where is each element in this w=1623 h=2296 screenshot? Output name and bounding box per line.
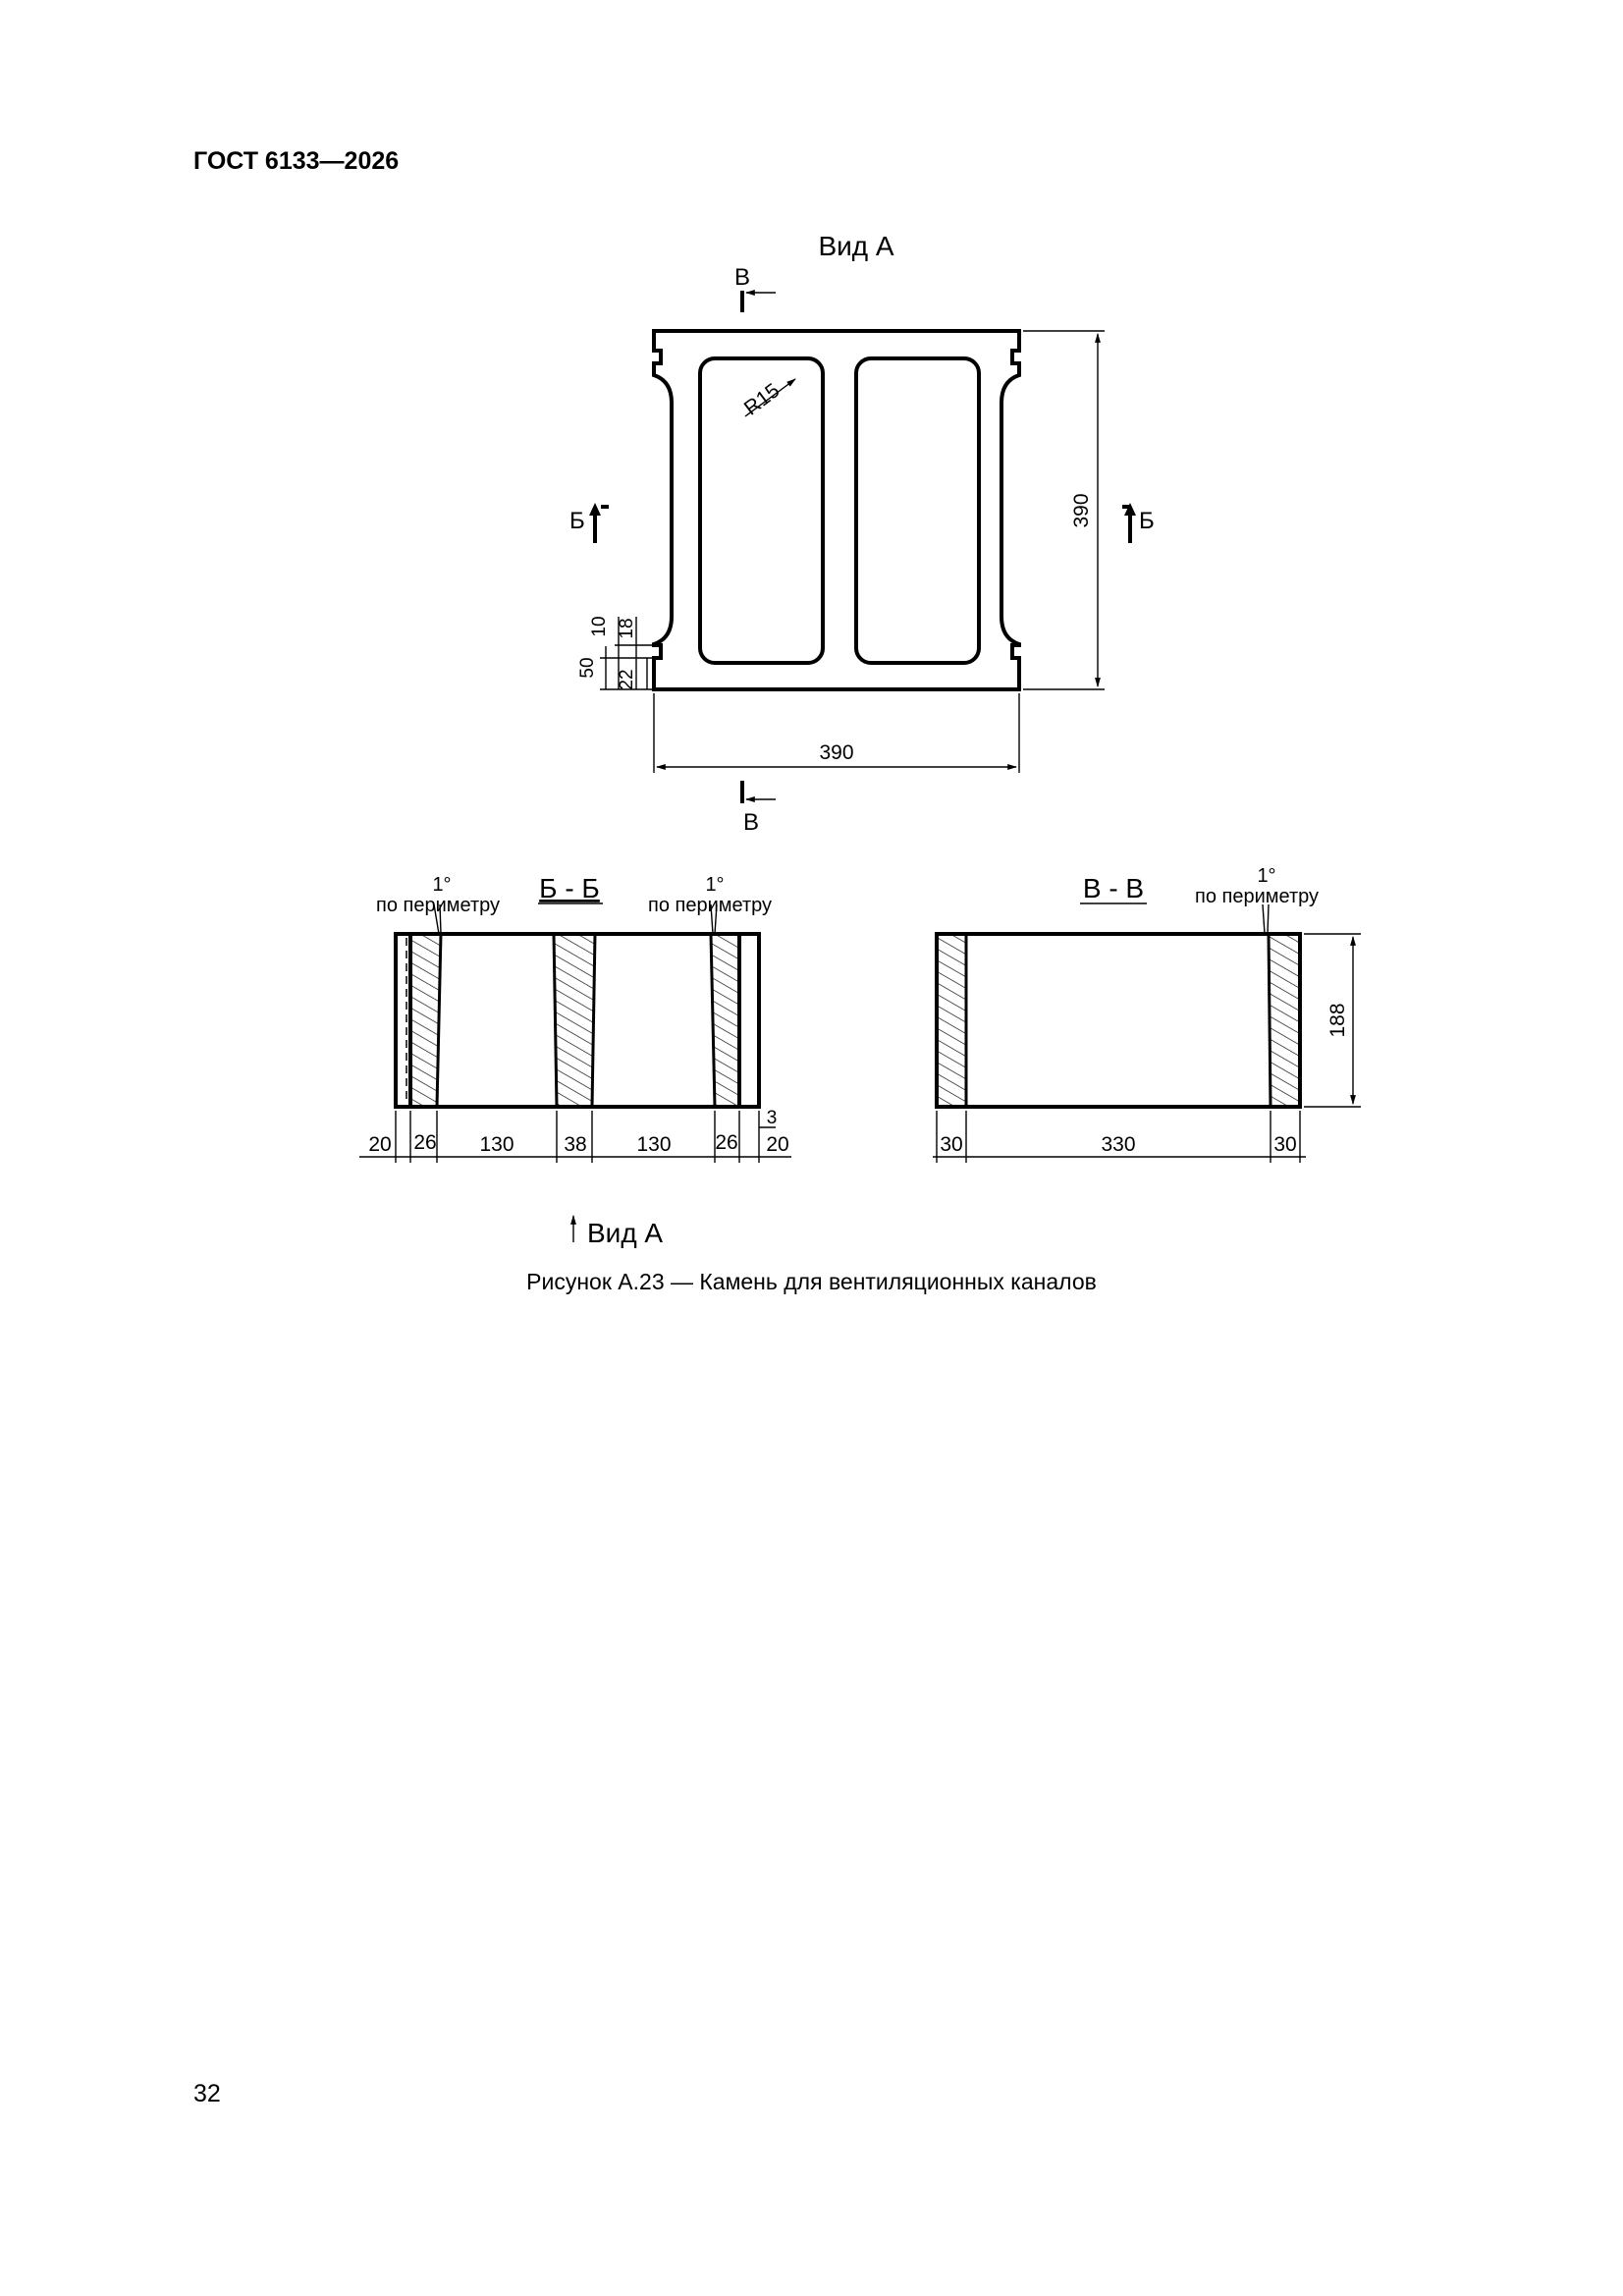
dim-50: 50 xyxy=(577,657,598,679)
document-header: ГОСТ 6133—2026 xyxy=(193,147,400,175)
section-vv-wall-right xyxy=(1269,934,1300,1107)
section-bb xyxy=(359,873,791,1248)
section-vv-angle: 1° xyxy=(1257,865,1276,887)
section-bb-web-right xyxy=(711,934,739,1107)
section-bb-title: Б - Б xyxy=(539,873,600,903)
radius-label: R15 xyxy=(739,379,784,420)
section-bb-angle-left: 1° xyxy=(432,874,452,896)
section-vv xyxy=(933,865,1361,1163)
section-bb-dim-6: 26 xyxy=(715,1131,738,1154)
view-a xyxy=(569,231,1155,836)
section-bb-dim-1: 20 xyxy=(368,1133,392,1156)
view-a-title: Вид А xyxy=(818,231,894,261)
section-bb-dim-7: 20 xyxy=(766,1133,789,1156)
section-v-label-bottom: В xyxy=(742,809,760,836)
section-bb-dim-5: 130 xyxy=(636,1133,672,1156)
section-b-arrowhead-right xyxy=(1124,503,1136,516)
section-vv-dim-1: 30 xyxy=(940,1133,963,1156)
section-bb-dim-3mm: 3 xyxy=(766,1108,778,1128)
dim-width: 390 xyxy=(819,741,854,764)
figure-caption: Рисунок А.23 — Камень для вентиляционных каналов xyxy=(526,1269,1097,1294)
page-number: 32 xyxy=(193,2080,221,2107)
block-outline-plan xyxy=(654,331,1019,689)
section-v-label-top: В xyxy=(733,264,751,291)
angle-leader-left-2 xyxy=(440,904,441,934)
dim-18: 18 xyxy=(617,618,637,639)
section-bb-dim-3: 130 xyxy=(479,1133,514,1156)
section-bb-web-left xyxy=(410,934,441,1107)
void-right xyxy=(856,358,979,663)
section-vv-dim-3: 30 xyxy=(1273,1133,1297,1156)
section-bb-dim-4: 38 xyxy=(564,1133,587,1156)
section-bb-perimeter-left: по периметру xyxy=(375,895,501,916)
section-vv-perimeter: по периметру xyxy=(1194,886,1320,907)
section-bb-perimeter-right: по периметру xyxy=(647,895,773,916)
section-vv-outline xyxy=(937,934,1300,1107)
section-bb-dim-2: 26 xyxy=(413,1131,437,1154)
dim-22: 22 xyxy=(617,669,637,690)
section-bb-angle-right: 1° xyxy=(705,874,725,896)
section-b-arrowhead-left xyxy=(589,503,601,516)
section-bb-web-center xyxy=(554,934,595,1107)
section-vv-wall-left xyxy=(937,934,966,1107)
view-a-arrow-label: Вид А xyxy=(587,1218,664,1248)
dim-10: 10 xyxy=(589,616,610,637)
section-b-label-right: Б xyxy=(1139,508,1155,534)
section-vv-dim-height: 188 xyxy=(1326,1003,1349,1038)
angle-leader-vv-1 xyxy=(1263,904,1265,934)
dim-height: 390 xyxy=(1070,493,1093,528)
section-vv-title: В - В xyxy=(1082,873,1145,903)
angle-leader-vv-2 xyxy=(1268,904,1269,934)
section-vv-dim-2: 330 xyxy=(1101,1133,1136,1156)
section-b-label-left: Б xyxy=(569,508,585,534)
